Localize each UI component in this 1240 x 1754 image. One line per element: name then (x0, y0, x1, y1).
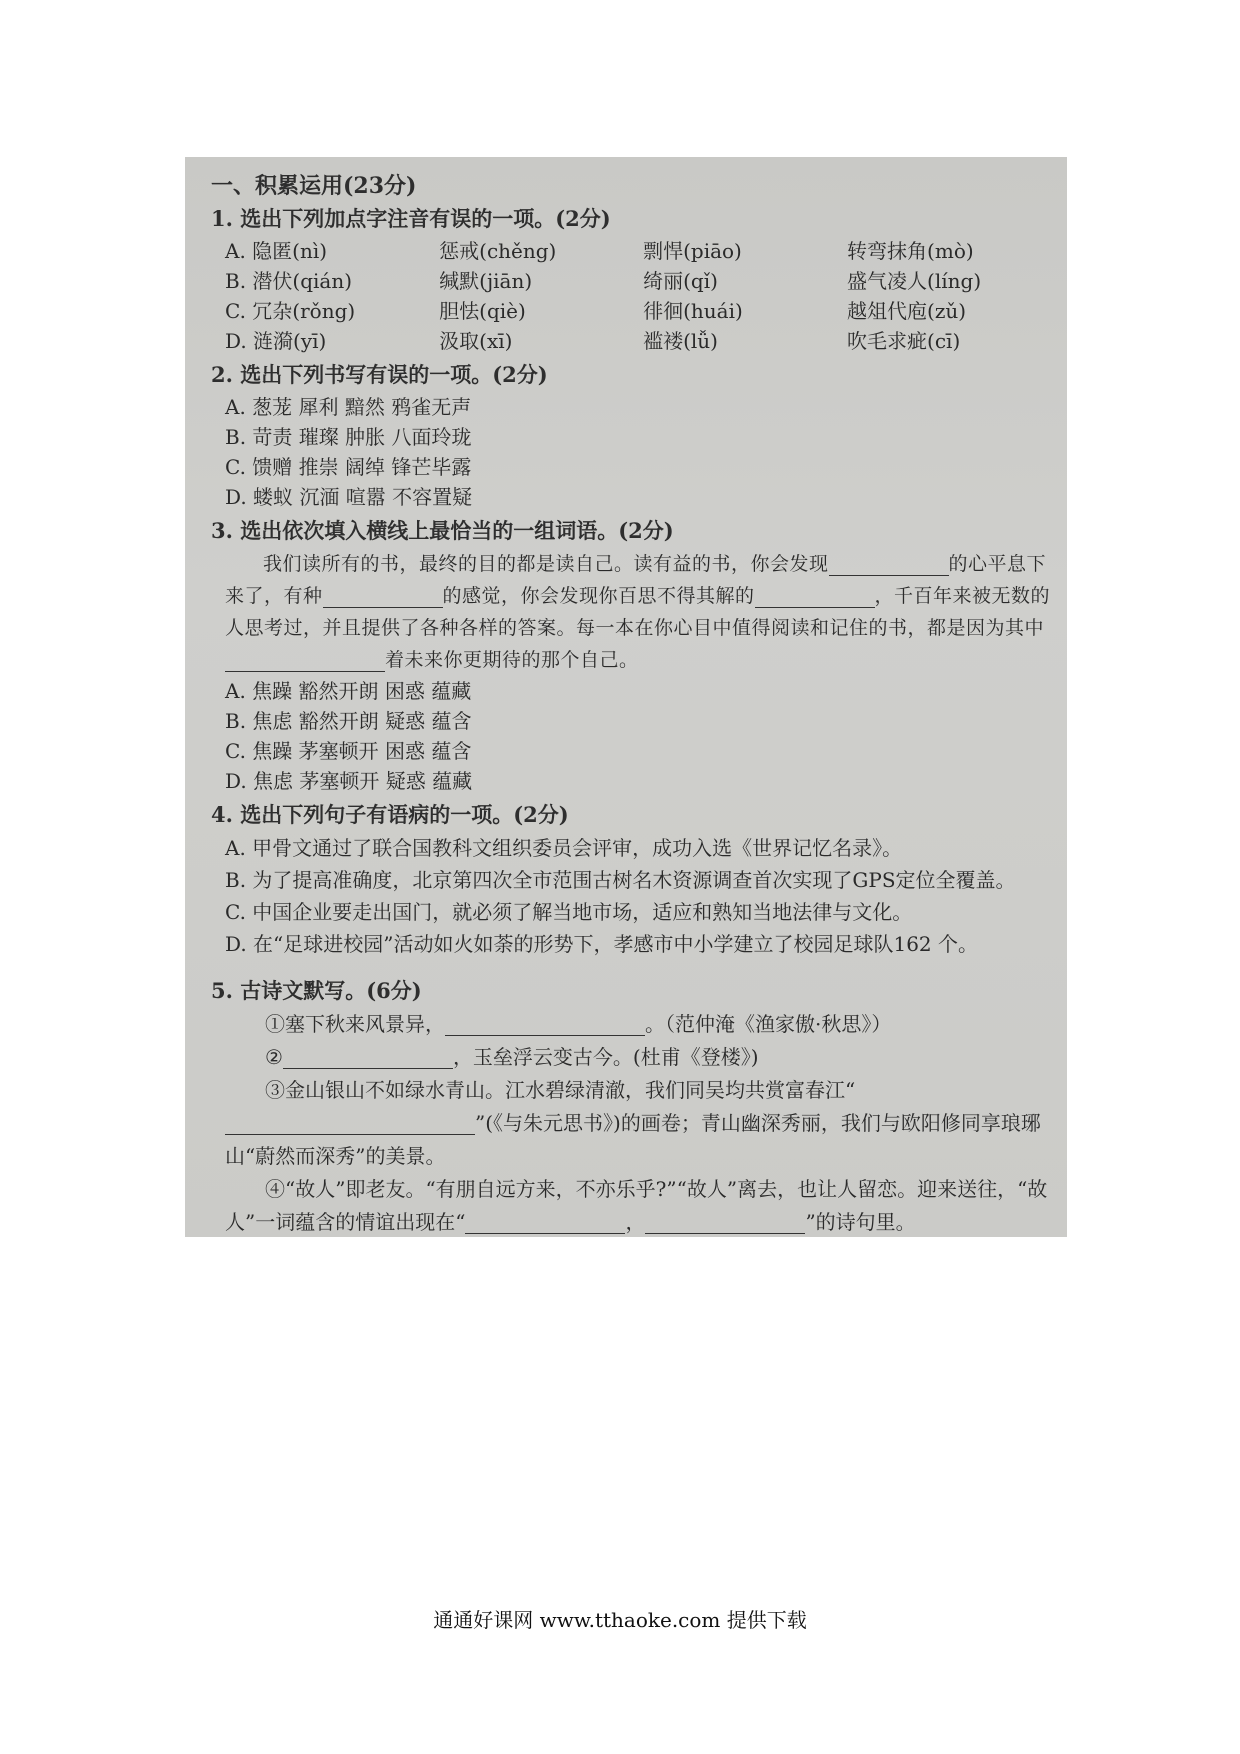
q1-b-4: 盛气凌人(líng) (847, 269, 982, 293)
question-4-title: 4. 选出下列句子有语病的一项。(2分) (211, 802, 569, 827)
q4-option-a: A. 甲骨文通过了联合国教科文组织委员会评审，成功入选《世界记忆名录》。 (225, 836, 903, 860)
q3-blank-2 (323, 587, 443, 608)
q5-blank-1 (445, 1015, 645, 1036)
question-3-title: 3. 选出依次填入横线上最恰当的一组词语。(2分) (211, 518, 674, 543)
q1-b-2: 缄默(jiān) (439, 269, 533, 293)
q1-option-c (225, 296, 1051, 326)
q5-blank-4 (465, 1213, 625, 1234)
q1-d-4: 吹毛求疵(cī) (847, 329, 961, 353)
q4-option-c: C. 中国企业要走出国门，就必须了解当地市场，适应和熟知当地法律与文化。 (225, 900, 913, 924)
q5-line-3 (225, 1074, 1051, 1173)
q4-option-b: B. 为了提高准确度，北京第四次全市范围古树名木资源调查首次实现了GPS定位全覆盖。 (225, 868, 1016, 892)
q3-option-d: D. 焦虑 茅塞顿开 疑惑 蕴藏 (225, 769, 473, 793)
q1-option-b (225, 266, 1051, 296)
q1-d-1: D. 涟漪(yī) (225, 329, 327, 353)
q1-c-3: 徘徊(huái) (643, 299, 743, 323)
q5-l4-text-b: ， (625, 1210, 646, 1234)
q1-a-3: 剽悍(piāo) (643, 239, 742, 263)
q3-text-5: 着未来你更期待的那个自己。 (385, 649, 639, 671)
q5-l2-text-b: ，玉垒浮云变古今。(杜甫《登楼》) (452, 1045, 759, 1069)
q3-option-b: B. 焦虑 豁然开朗 疑惑 蕴含 (225, 709, 472, 733)
q3-blank-3 (755, 587, 875, 608)
q1-option-d (225, 326, 1051, 356)
q1-d-2: 汲取(xī) (439, 329, 513, 353)
q1-a-2: 惩戒(chěng) (439, 239, 557, 263)
q4-option-d: D. 在“足球进校园”活动如火如荼的形势下，孝感市中小学建立了校园足球队162 个。 (225, 932, 979, 956)
q2-option-c: C. 馈赠 推崇 阔绰 锋芒毕露 (225, 455, 472, 479)
q2-option-d: D. 蝼蚁 沉湎 喧嚣 不容置疑 (225, 485, 473, 509)
q1-a-4: 转弯抹角(mò) (847, 239, 974, 263)
q5-blank-5 (645, 1213, 805, 1234)
q5-l4-text-a: ④“故人”即老友。“有朋自远方来，不亦乐乎?”“故人”离去，也让人留恋。迎来送往，“故人”一词蕴含的情谊出现在“ (225, 1177, 1048, 1234)
q3-text-3: 的感觉，你会发现你百思不得其解的 (442, 585, 755, 607)
q5-l1-text-b: 。（范仲淹《渔家傲·秋思》） (645, 1012, 892, 1036)
q3-option-c: C. 焦躁 茅塞顿开 困惑 蕴含 (225, 739, 472, 763)
q3-text-2: 的心平息下来了，有种 (225, 553, 1047, 607)
q1-b-1: B. 潜伏(qián) (225, 269, 353, 293)
q1-c-4: 越俎代庖(zǔ) (847, 299, 967, 323)
question-5-title: 5. 古诗文默写。(6分) (211, 978, 422, 1003)
q5-line-4 (225, 1173, 1051, 1237)
footer-credit: 通通好课网 www.tthaoke.com 提供下载 (433, 1608, 807, 1632)
q2-option-a: A. 葱茏 犀利 黯然 鸦雀无声 (225, 395, 472, 419)
question-2-title: 2. 选出下列书写有误的一项。(2分) (211, 362, 548, 387)
q5-l1-text-a: ①塞下秋来风景异， (265, 1012, 445, 1036)
q3-blank-1 (829, 555, 949, 576)
q3-text-4: ，千百年来被无数的人思考过，并且提供了各种各样的答案。每一本在你心目中值得阅读和记住的书，都是因为其中 (225, 585, 1051, 639)
section-title: 一、积累运用(23分) (211, 173, 417, 199)
q5-line-1 (225, 1008, 1051, 1041)
exam-photo (185, 157, 1067, 1237)
q1-c-2: 胆怯(qiè) (439, 299, 526, 323)
q1-d-3: 褴褛(lǚ) (643, 329, 718, 353)
q3-passage (225, 548, 1051, 676)
q5-blank-3 (225, 1114, 475, 1135)
q1-c-1: C. 冗杂(rǒng) (225, 299, 356, 323)
q5-line-2 (225, 1041, 1051, 1074)
q3-text-1: 我们读所有的书，最终的目的都是读自己。读有益的书，你会发现 (263, 553, 829, 575)
q1-a-1: A. 隐匿(nì) (225, 239, 328, 263)
q3-option-a: A. 焦躁 豁然开朗 困惑 蕴藏 (225, 679, 472, 703)
q5-l4-text-c: ”的诗句里。 (805, 1210, 916, 1234)
q1-option-a (225, 236, 1051, 266)
q1-b-3: 绮丽(qǐ) (643, 269, 718, 293)
q5-l2-text-a: ② (265, 1045, 283, 1069)
q5-l3-text-a: ③金山银山不如绿水青山。江水碧绿清澈，我们同吴均共赏富春江“ (265, 1078, 856, 1102)
q5-blank-2 (283, 1048, 453, 1069)
q2-option-b: B. 苛责 璀璨 肿胀 八面玲珑 (225, 425, 472, 449)
question-1-title: 1. 选出下列加点字注音有误的一项。(2分) (211, 206, 611, 231)
q5-l3-text-b: ”(《与朱元思书》)的画卷；青山幽深秀丽，我们与欧阳修同享琅琊山“蔚然而深秀”的美景。 (225, 1111, 1041, 1168)
q3-blank-4 (225, 651, 385, 672)
